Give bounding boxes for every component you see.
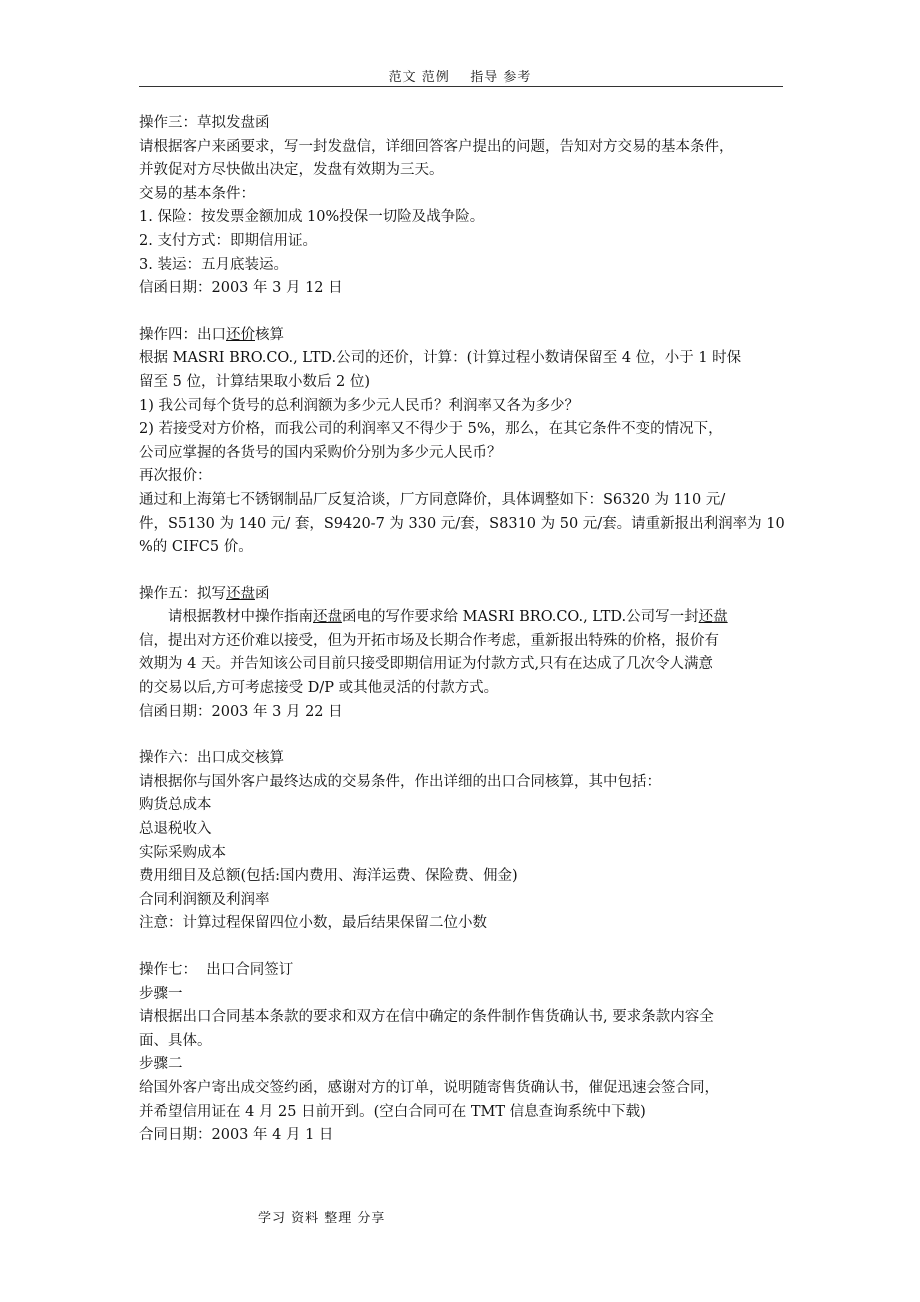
conditions-title: 交易的基本条件： <box>139 185 255 202</box>
list-item: 费用细目及总额(包括:国内费用、海洋运费、保险费、佣金) <box>139 868 518 885</box>
step-label: 步骤二 <box>139 1056 183 1073</box>
title-underlined-text: 还盘 <box>226 585 255 602</box>
paragraph-line: 效期为 4 天。并告知该公司目前只接受即期信用证为付款方式,只有在达成了几次令人满意 <box>139 656 714 673</box>
page-header: 范文 范例 指导 参考 <box>388 70 532 85</box>
page-footer: 学习 资料 整理 分享 <box>258 1211 386 1226</box>
section-operation-3 <box>139 112 786 301</box>
section-title: 操作七： 出口合同签订 <box>139 962 294 978</box>
paragraph-line <box>139 606 786 630</box>
underlined-text: 还盘 <box>698 609 728 626</box>
note: 注意：计算过程保留四位小数，最后结果保留二位小数 <box>139 915 487 932</box>
title-underlined-text: 还价 <box>226 326 255 343</box>
condition-item: 2. 支付方式：即期信用证。 <box>139 232 317 249</box>
section-operation-4 <box>139 324 786 560</box>
condition-item: 3. 装运：五月底装运。 <box>139 256 288 273</box>
text: 请根据教材中操作指南 <box>168 609 313 626</box>
list-item: 购货总成本 <box>139 797 212 814</box>
paragraph-line: 留至 5 位，计算结果取小数后 2 位) <box>139 373 371 390</box>
section-operation-5 <box>139 583 786 725</box>
paragraph-line: 通过和上海第七不锈钢制品厂反复洽谈，厂方同意降价，具体调整如下：S6320 为 110 元/ <box>139 491 726 508</box>
title-text: 操作五：拟写 <box>139 585 226 602</box>
condition-item: 1. 保险：按发票金额加成 10%投保一切险及战争险。 <box>139 209 485 226</box>
underlined-text: 还盘 <box>313 609 342 626</box>
section-title: 操作六：出口成交核算 <box>139 750 284 767</box>
step-label: 步骤一 <box>139 985 183 1002</box>
header-rule <box>139 86 783 87</box>
paragraph-line: 件，S5130 为 140 元/ 套，S9420-7 为 330 元/套，S8310 为 50 元/套。请重新报出利润率为 10 <box>139 515 785 532</box>
paragraph-line: 根据 MASRI BRO.CO., LTD.公司的还价，计算：(计算过程小数请保留至 4 位，小于 1 时保 <box>139 350 742 367</box>
question-item: 1) 我公司每个货号的总利润额为多少元人民币？利润率又各为多少？ <box>139 397 579 414</box>
section-title <box>139 324 786 348</box>
list-item: 总退税收入 <box>139 821 212 838</box>
section-operation-6 <box>139 747 786 936</box>
list-item: 合同利润额及利润率 <box>139 891 270 908</box>
paragraph-line: 的交易以后,方可考虑接受 D/P 或其他灵活的付款方式。 <box>139 680 499 697</box>
title-text: 核算 <box>255 326 284 343</box>
title-text: 操作四：出口 <box>139 326 226 343</box>
section-title <box>139 583 786 607</box>
subheading: 再次报价： <box>139 468 212 485</box>
paragraph-line: 请根据你与国外客户最终达成的交易条件，作出详细的出口合同核算，其中包括： <box>139 773 661 790</box>
paragraph-line: 请根据出口合同基本条款的要求和双方在信中确定的条件制作售货确认书, 要求条款内容全 <box>139 1009 714 1026</box>
paragraph-line: 给国外客户寄出成交签约函，感谢对方的订单，说明随寄售货确认书，催促迅速会签合同， <box>139 1079 719 1096</box>
letter-date: 信函日期：2003 年 3 月 22 日 <box>139 703 343 720</box>
list-item: 实际采购成本 <box>139 844 226 861</box>
section-title: 操作三：草拟发盘函 <box>139 115 270 131</box>
document-body <box>139 112 786 1171</box>
paragraph-line: 信，提出对方还价难以接受，但为开拓市场及长期合作考虑，重新报出特殊的价格，报价有 <box>139 632 719 649</box>
paragraph-line: 并希望信用证在 4 月 25 日前开到。(空白合同可在 TMT 信息查询系统中下载) <box>139 1103 646 1120</box>
letter-date: 信函日期：2003 年 3 月 12 日 <box>139 280 343 297</box>
paragraph-line: %的 CIFC5 价。 <box>139 539 253 556</box>
section-operation-7 <box>139 959 786 1148</box>
title-text: 函 <box>255 585 270 602</box>
text: 函电的写作要求给 MASRI BRO.CO., LTD.公司写一封 <box>342 609 699 626</box>
paragraph-line: 公司应掌握的各货号的国内采购价分别为多少元人民币？ <box>139 444 502 461</box>
contract-date: 合同日期：2003 年 4 月 1 日 <box>139 1127 334 1144</box>
paragraph-line: 面、具体。 <box>139 1032 212 1049</box>
question-item: 2) 若接受对方价格，而我公司的利润率又不得少于 5%，那么，在其它条件不变的情况下， <box>139 421 723 438</box>
paragraph-line: 请根据客户来函要求，写一封发盘信，详细回答客户提出的问题，告知对方交易的基本条件， <box>139 138 734 155</box>
paragraph-line: 并敦促对方尽快做出决定，发盘有效期为三天。 <box>139 162 444 179</box>
